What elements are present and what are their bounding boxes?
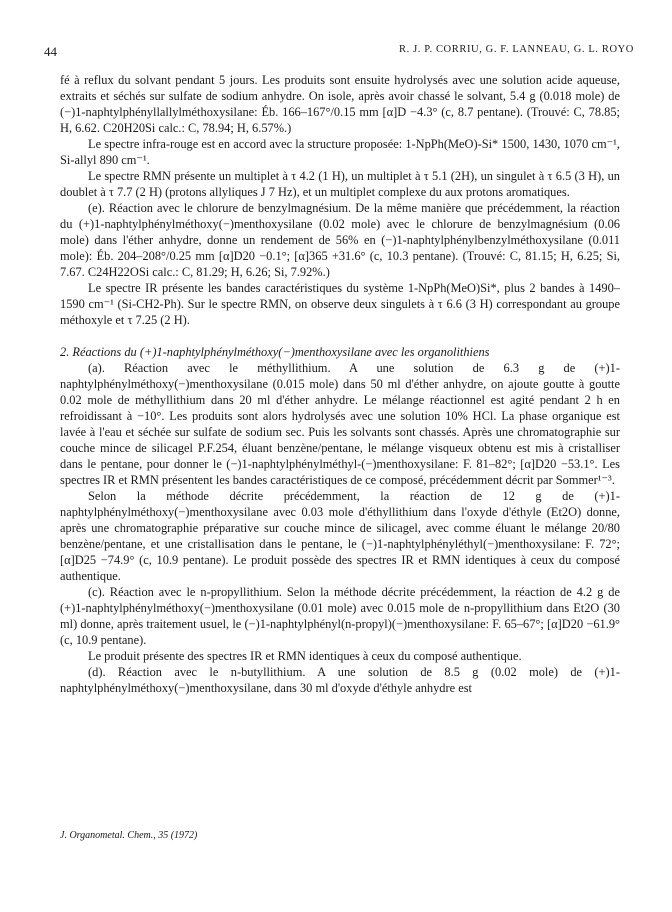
paragraph-rmn: Le spectre RMN présente un multiplet à τ 4.2 (1 H), un multiplet à τ 5.1 (2H), un singulet à τ 6.5 (3 H), un doublet à τ 7.7 (2 H) (protons allyliques J 7 Hz), et un multiplet complexe du aux protons aromatiques. [60,169,620,199]
paragraph-methyllithium: (a). Réaction avec le méthyllithium. A une solution de 6.3 g de (+)1-naphtylphénylméthoxy(−)menthoxysilane (0.015 mole) dans 50 ml d'éther anhydre, on ajoute goutte à goutte 0.02 mole de méthyllithium dans 20 ml d'éther anhydre. Le mélange réactionnel est agité pendant 2 h en refroidissant à −10°. Les produits sont alors hydrolysés avec une solution 10% HCl. La phase organique est lavée à l'eau et séchée sur sulfate de sodium sec. Puis les solvants sont chassés. Après une chromatographie sur couche mince de silicagel P.F.254, éluant benzène/pentane, le mélange visqueux obtenu est mis à cristalliser dans le pentane, pour donner le (−)1-naphtylphénylméthyl-(−)menthoxysilane: F. 81–82°; [α]D20 −53.1°. Les spectres IR et RMN présentent les bandes caractéristiques de ce composé, précédemment décrit par Sommer¹⁻³. [60,361,620,487]
journal-footer: J. Organometal. Chem., 35 (1972) [60,830,198,841]
paragraph-continued: fé à reflux du solvant pendant 5 jours. Les produits sont ensuite hydrolysés avec une solution acide aqueuse, extraits et séchés sur sulfate de sodium anhydre. On isole, après avoir chassé le solvant, 5.4 g (0.018 mole) de (−)1-naphtylphényllallylméthoxysilane: Éb. 166–167°/0.15 mm [α]D −4.3° (c, 8.7 pentane). (Trouvé: C, 78.85; H, 6.62. C20H20Si calc.: C, 78.94; H, 6.57%.) [60,73,620,135]
section-heading: 2. Réactions du (+)1-naphtylphénylméthoxy(−)menthoxysilane avec les organolithiens [60,345,490,359]
paragraph-ethyllithium: Selon la méthode décrite précédemment, la réaction de 12 g de (+)1-naphtylphénylméthoxy(−)menthoxysilane avec 0.03 mole d'éthyllithium dans l'oxyde d'éthyle (Et2O) donne, après une chromatographie préparative sur couche mince de silicagel, avec comme éluant le mélange 20/80 benzène/pentane, et une cristallisation dans le pentane, le (−)1-naphtylphényléthyl(−)menthoxysilane: F. 72°; [α]D25 −74.9° (c, 10.9 pentane). Le produit possède des spectres IR et RMN identiques à ceux du composé authentique. [60,489,620,583]
page-number: 44 [44,44,57,59]
paragraph-butyllithium: (d). Réaction avec le n-butyllithium. A une solution de 8.5 g (0.02 mole) de (+)1-naphtylphénylméthoxy(−)menthoxysilane, dans 30 ml d'oxyde d'éthyle anhydre est [60,665,620,695]
section-gap [60,328,620,344]
paragraph-benzyl: (e). Réaction avec le chlorure de benzylmagnésium. De la même manière que précédemment, la réaction du (+)1-naphtylphénylméthoxy(−)menthoxysilane (0.02 mole) avec le chlorure de benzylmagnésium (0.06 mole) dans l'éther anhydre, donne un rendement de 56% en (−)1-naphtylphénylbenzylméthoxysilane (0.011 mole): Éb. 204–208°/0.25 mm [α]D20 −0.1°; [α]365 +31.6° (c, 10.3 pentane). (Trouvé: C, 81.15; H, 6.25; Si, 7.67. C24H22OSi calc.: C, 81.29; H, 6.26; Si, 7.92%.) [60,201,620,279]
running-head: R. J. P. CORRIU, G. F. LANNEAU, G. L. ROYO [399,44,634,55]
article-body [60,72,620,696]
paragraph-ir: Le spectre infra-rouge est en accord avec la structure proposée: 1-NpPh(MeO)-Si* 1500, 1430, 1070 cm⁻¹, Si-allyl 890 cm⁻¹. [60,137,620,167]
page-header [44,44,634,62]
paragraph-benzyl-spectra: Le spectre IR présente les bandes caractéristiques du système 1-NpPh(MeO)Si*, plus 2 bandes à 1490–1590 cm⁻¹ (Si-CH2-Ph). Sur le spectre RMN, on observe deux singulets à τ 6.6 (3 H) correspondant au groupe méthoxyle et τ 7.25 (2 H). [60,281,620,327]
paragraph-propyl-spectra: Le produit présente des spectres IR et RMN identiques à ceux du composé authentique. [88,649,522,663]
paragraph-propyllithium: (c). Réaction avec le n-propyllithium. Selon la méthode décrite précédemment, la réaction de 4.2 g de (+)1-naphtylphénylméthoxy(−)menthoxysilane (0.01 mole) avec 0.015 mole de n-propyllithium dans Et2O (30 ml) donne, après traitement usuel, le (−)1-naphtylphényl(n-propyl)(−)menthoxysilane: F. 65–67°; [α]D20 −61.9° (c, 10.9 pentane). [60,585,620,647]
